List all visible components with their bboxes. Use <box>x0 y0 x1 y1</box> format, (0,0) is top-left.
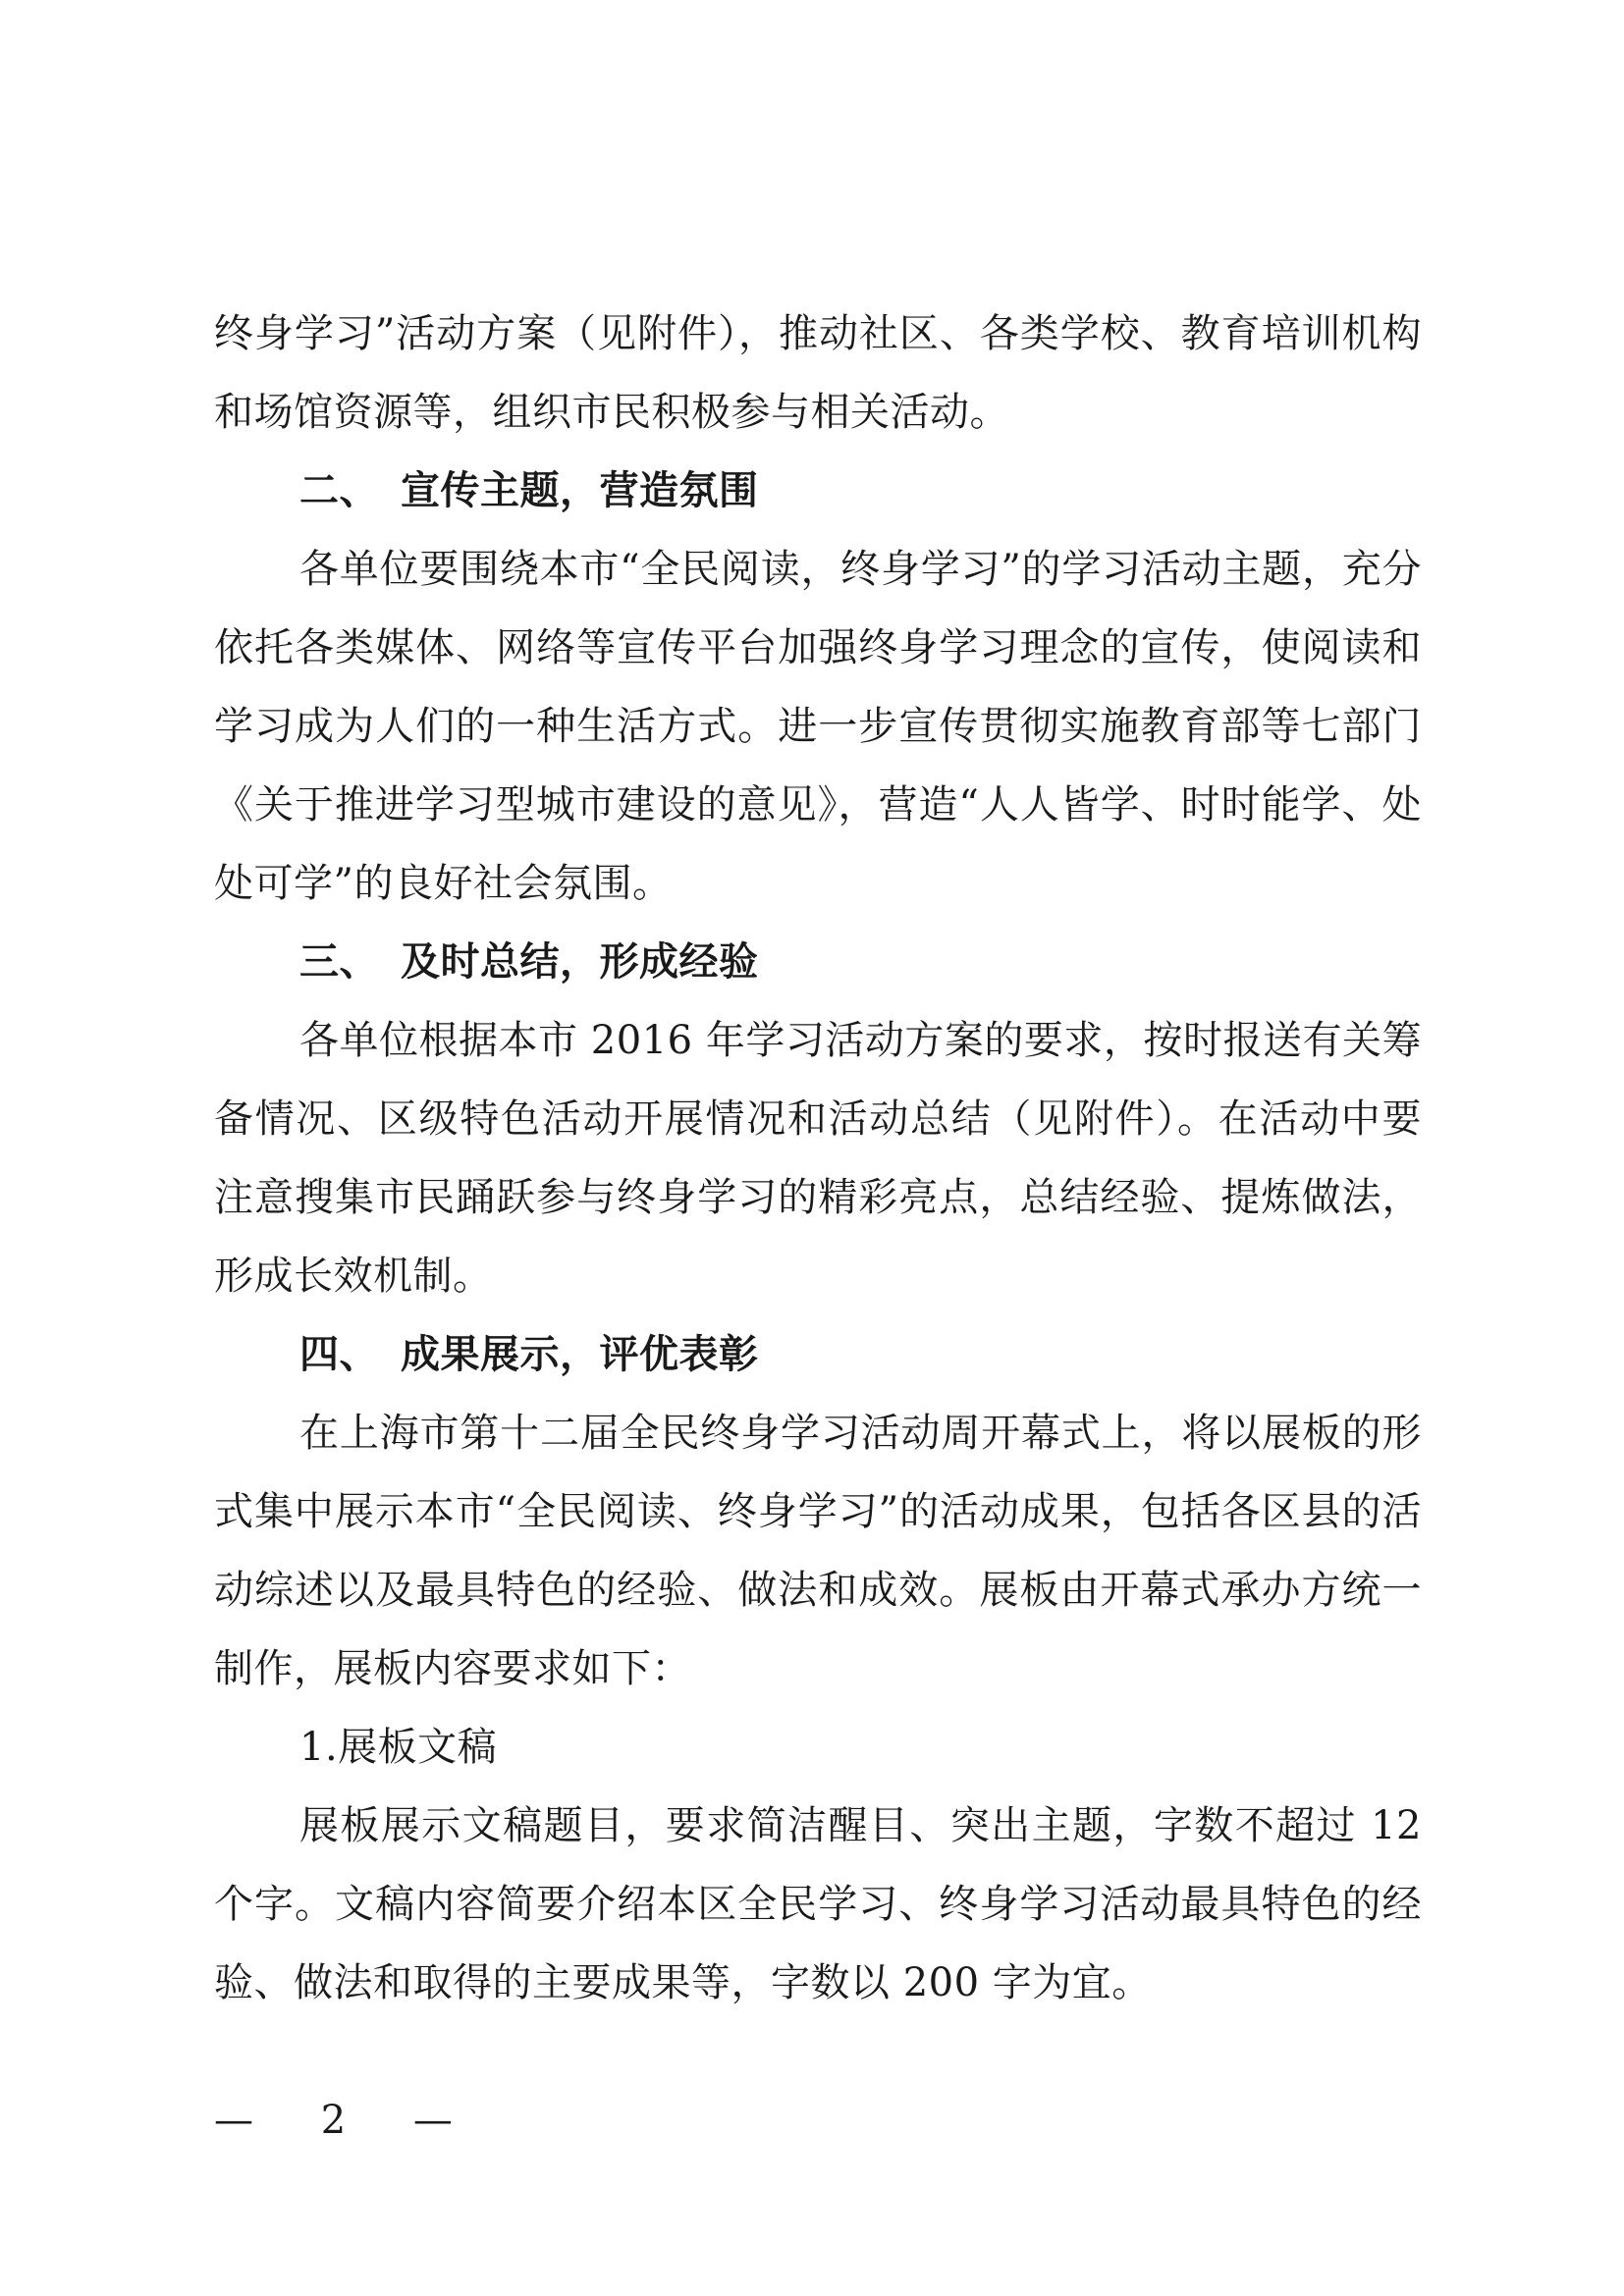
paragraph-publicity: 各单位要围绕本市“全民阅读，终身学习”的学习活动主题，充分依托各类媒体、网络等宣传平台加强终身学习理念的宣传，使阅读和学习成为人们的一种生活方式。进一步宣传贯彻实施教育部等七部门《关于推进学习型城市建设的意见》，营造“人人皆学、时时能学、处处可学”的良好社会氛围。 <box>214 547 1422 906</box>
document-body <box>214 294 1422 2022</box>
paragraph-board-requirements: 展板展示文稿题目，要求简洁醒目、突出主题，字数不超过 12 个字。文稿内容简要介绍本区全民学习、终身学习活动最具特色的经验、做法和取得的主要成果等，字数以 200 字为宜。 <box>214 1803 1422 2005</box>
section-title: 及时总结，形成经验 <box>401 939 759 985</box>
section-number: 二、 <box>299 468 379 513</box>
section-number: 三、 <box>299 939 379 985</box>
subheading-board-draft: 1.展板文稿 <box>299 1725 498 1770</box>
section-title: 成果展示，评优表彰 <box>401 1332 759 1377</box>
section-number: 四、 <box>299 1332 379 1377</box>
paragraph-summary: 各单位根据本市 2016 年学习活动方案的要求，按时报送有关筹备情况、区级特色活动开展情况和活动总结（见附件）。在活动中要注意搜集市民踊跃参与终身学习的精彩亮点，总结经验、提炼做法，形成长效机制。 <box>214 1018 1422 1299</box>
section-heading-4 <box>214 1315 1422 1394</box>
page-number: — 2 — <box>214 2098 480 2143</box>
section-heading-3 <box>214 923 1422 1001</box>
paragraph-showcase: 在上海市第十二届全民终身学习活动周开幕式上，将以展板的形式集中展示本市“全民阅读、终身学习”的活动成果，包括各区县的活动综述以及最具特色的经验、做法和成效。展板由开幕式承办方统一制作，展板内容要求如下： <box>214 1411 1422 1691</box>
paragraph-continuation: 终身学习”活动方案（见附件），推动社区、各类学校、教育培训机构和场馆资源等，组织市民积极参与相关活动。 <box>214 311 1422 435</box>
section-title: 宣传主题，营造氛围 <box>401 468 759 513</box>
section-heading-2 <box>214 452 1422 530</box>
